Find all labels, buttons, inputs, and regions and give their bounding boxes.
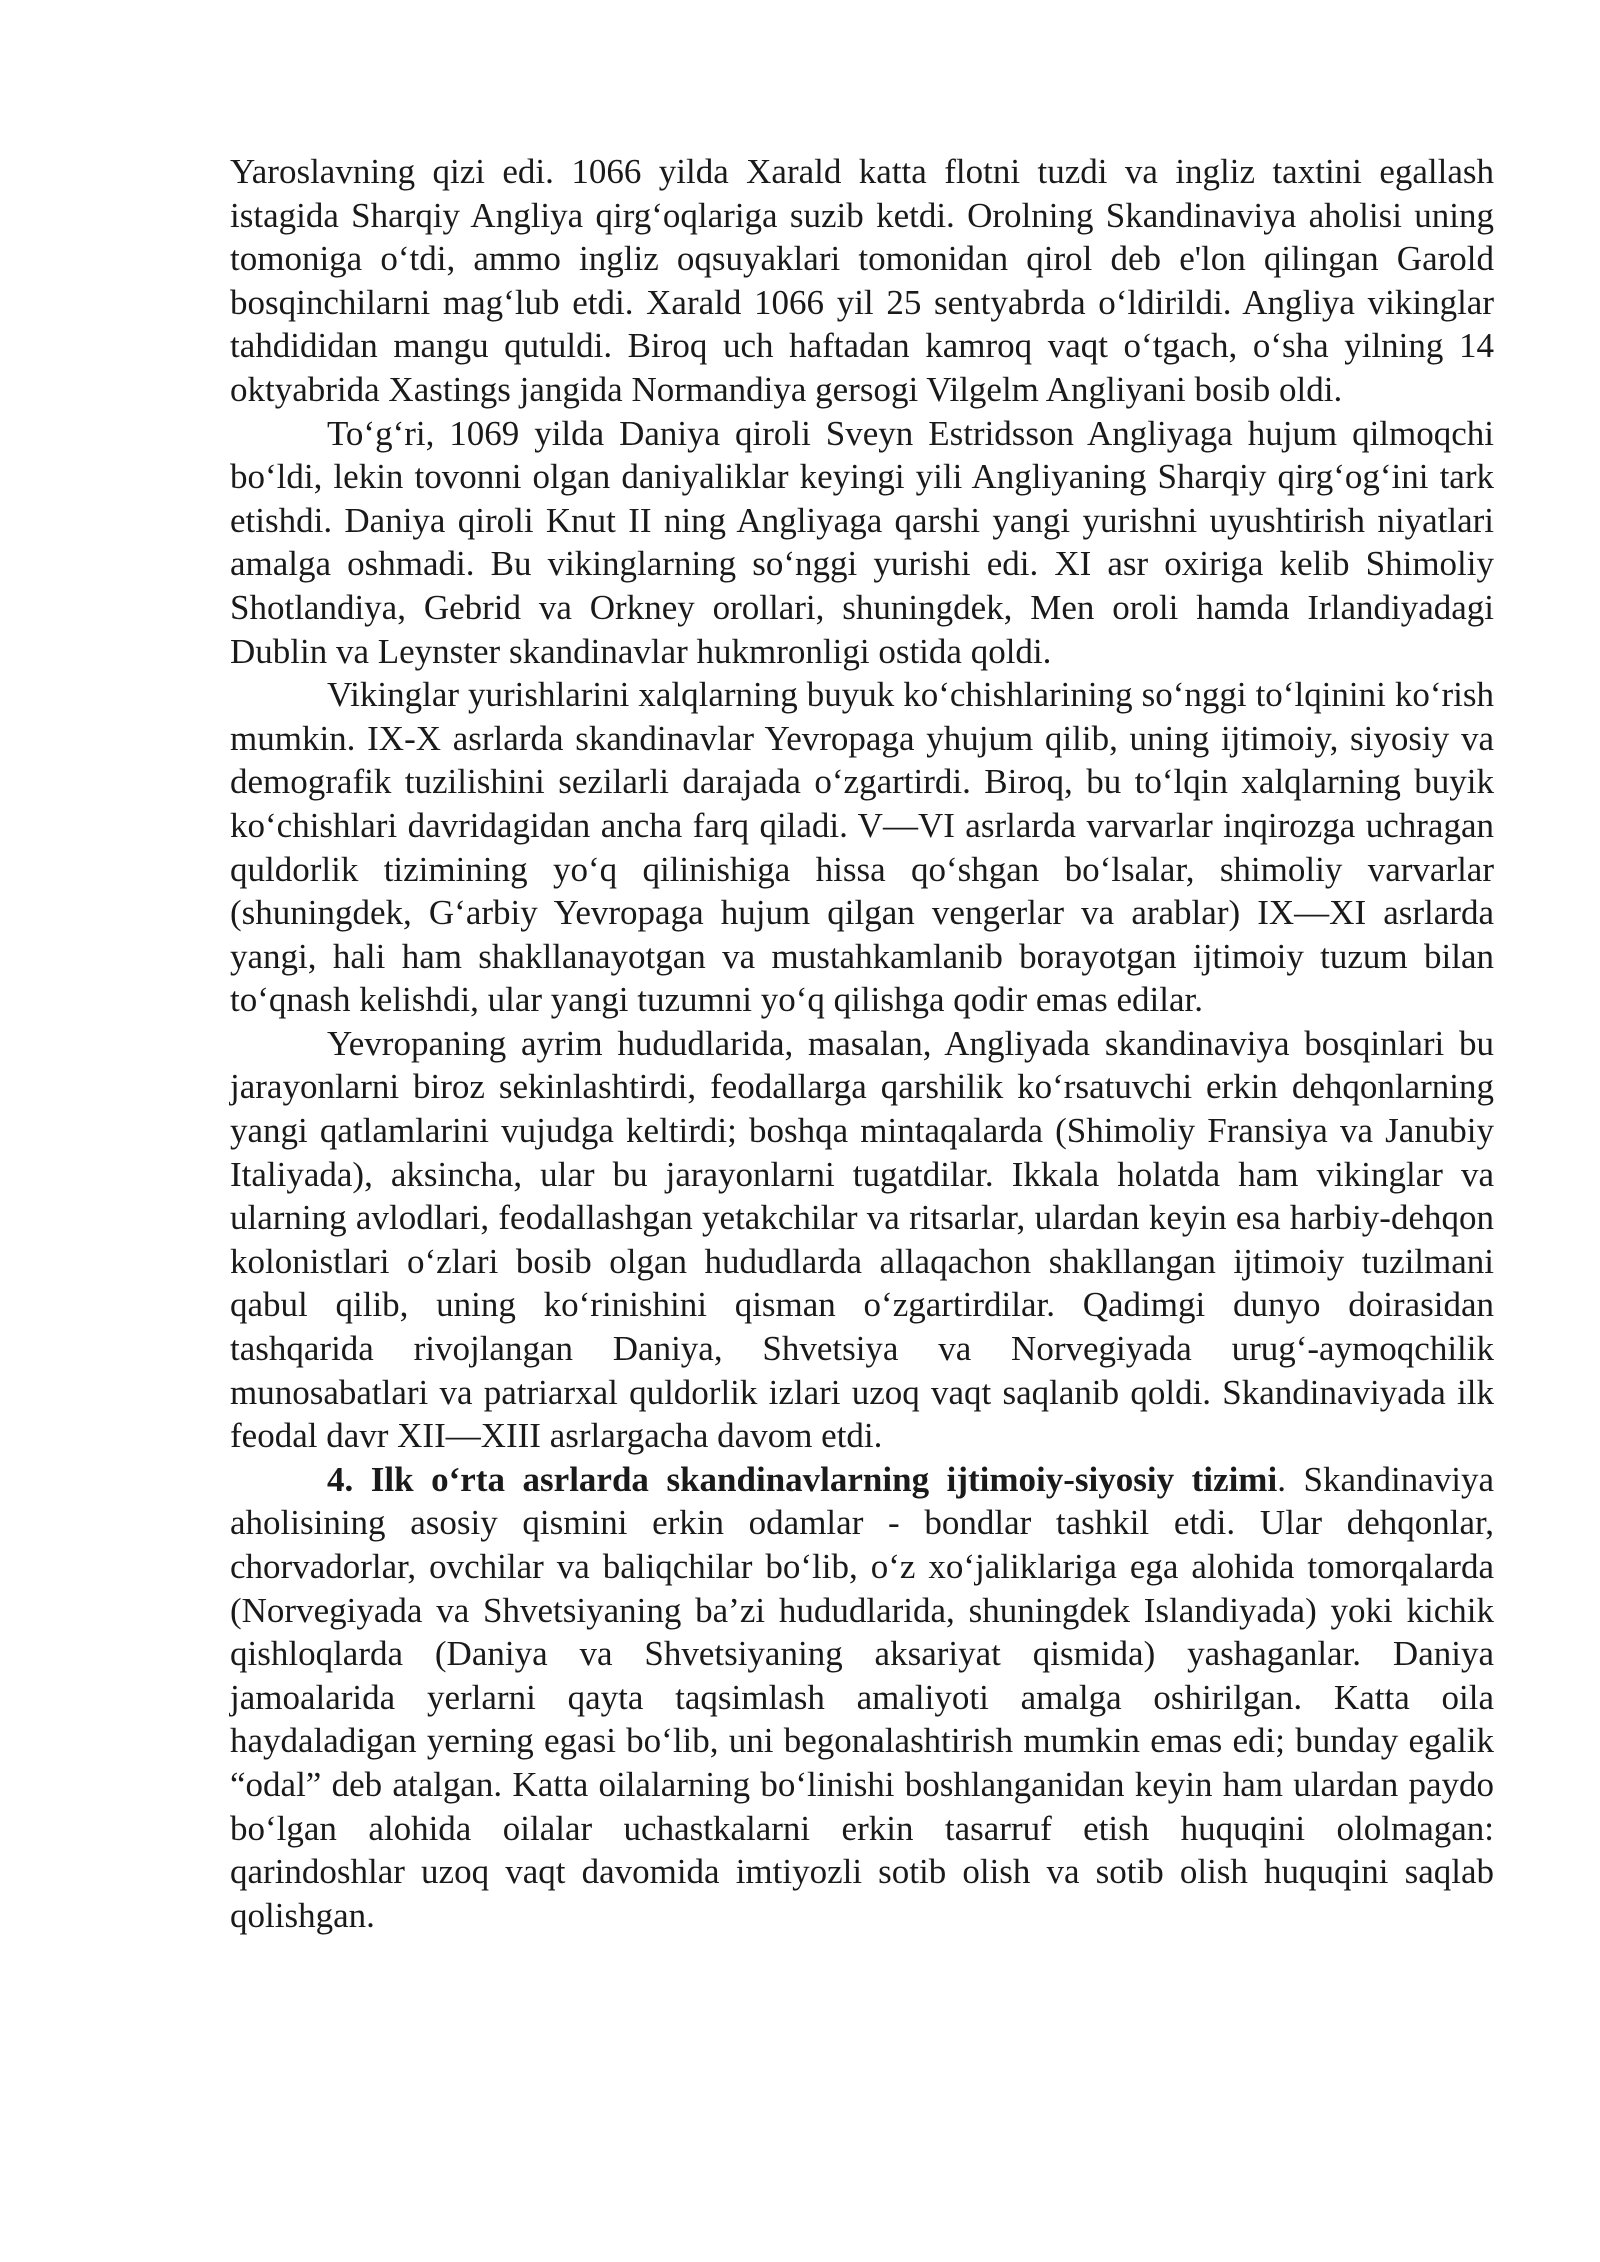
- paragraph-viking-migrations: Vikinglar yurishlarini xalqlarning buyuk ko‘chishlarining so‘nggi to‘lqinini ko‘rish mumkin. IX-X asrlarda skandinavlar Yevropaga yhujum qilib, uning ijtimoiy, siyosiy va demografik tuzilishini sezilarli darajada o‘zgartirdi. Biroq, bu to‘lqin xalqlarning buyik ko‘chishlari davridagidan ancha farq qiladi. V—VI asrlarda varvarlar inqirozga uchragan quldorlik tizimining yo‘q qilinishiga hissa qo‘shgan bo‘lsalar, shimoliy varvarlar (shuningdek, G‘arbiy Yevropaga hujum qilgan vengerlar va arablar) IX—XI asrlarda yangi, hali ham shakllanayotgan va mustahkamlanib borayotgan ijtimoiy tuzum bilan to‘qnash kelishdi, ular yangi tuzumni yo‘q qilishga qodir emas edilar.: [230, 675, 1494, 1020]
- paragraph-1069-invasion: To‘g‘ri, 1069 yilda Daniya qiroli Sveyn Estridsson Angliyaga hujum qilmoqchi bo‘ldi, lekin tovonni olgan daniyaliklar keyingi yili Angliyaning Sharqiy qirg‘og‘ini tark etishdi. Daniya qiroli Knut II ning Angliyaga qarshi yangi yurishni uyushtirish niyatlari amalga oshmadi. Bu vikinglarning so‘nggi yurishi edi. XI asr oxiriga kelib Shimoliy Shotlandiya, Gebrid va Orkney orollari, shuningdek, Men oroli hamda Irlandiyadagi Dublin va Leynster skandinavlar hukmronligi ostida qoldi.: [230, 413, 1494, 671]
- paragraph-continuation: Yaroslavning qizi edi. 1066 yilda Xarald katta flotni tuzdi va ingliz taxtini egallash istagida Sharqiy Angliya qirg‘oqlariga suzib ketdi. Orolning Skandinaviya aholisi uning tomoniga o‘tdi, ammo ingliz oqsuyaklari tomonidan qirol deb e'lon qilingan Garold bosqinchilarni mag‘lub etdi. Xarald 1066 yil 25 sentyabrda o‘ldirildi. Angliya vikinglar tahdididan mangu qutuldi. Biroq uch haftadan kamroq vaqt o‘tgach, o‘sha yilning 14 oktyabrida Xastings jangida Normandiya gersogi Vilgelm Angliyani bosib oldi.: [230, 152, 1494, 409]
- document-page: [230, 150, 1494, 1937]
- section-heading: 4. Ilk o‘rta asrlarda skandinavlarning ijtimoiy-siyosiy tizimi: [327, 1459, 1278, 1499]
- section-body-text: . Skandinaviya aholisining asosiy qismini erkin odamlar - bondlar tashkil etdi. Ular dehqonlar, chorvadorlar, ovchilar va baliqchilar bo‘lib, o‘z xo‘jaliklariga ega alohida tomorqalarda (Norvegiyada va Shvetsiyaning ba’zi hududlarida, shuningdek Islandiyada) yoki kichik qishloqlarda (Daniya va Shvetsiyaning aksariyat qismida) yashaganlar. Daniya jamoalarida yerlarni qayta taqsimlash amaliyoti amalga oshirilgan. Katta oila haydaladigan yerning egasi bo‘lib, uni begonalashtirish mumkin emas edi; bunday egalik “odal” deb atalgan. Katta oilalarning bo‘linishi boshlanganidan keyin ham ulardan paydo bo‘lgan alohida oilalar uchastkalarni erkin tasarruf etish huquqini ololmagan: qarindoshlar uzoq vaqt davomida imtiyozli sotib olish va sotib olish huquqini saqlab qolishgan.: [230, 1459, 1494, 1935]
- paragraph-social-system: [230, 1458, 1494, 1938]
- paragraph-europe-regions: Yevropaning ayrim hududlarida, masalan, Angliyada skandinaviya bosqinlari bu jarayonlarni biroz sekinlashtirdi, feodallarga qarshilik ko‘rsatuvchi erkin dehqonlarning yangi qatlamlarini vujudga keltirdi; boshqa mintaqalarda (Shimoliy Fransiya va Janubiy Italiyada), aksincha, ular bu jarayonlarni tugatdilar. Ikkala holatda ham vikinglar va ularning avlodlari, feodallashgan yetakchilar va ritsarlar, ulardan keyin esa harbiy-dehqon kolonistlari o‘zlari bosib olgan hududlarda allaqachon shakllangan ijtimoiy tuzilmani qabul qilib, uning ko‘rinishini qisman o‘zgartirdilar. Qadimgi dunyo doirasidan tashqarida rivojlangan Daniya, Shvetsiya va Norvegiyada urug‘-aymoqchilik munosabatlari va patriarxal quldorlik izlari uzoq vaqt saqlanib qoldi. Skandinaviyada ilk feodal davr XII—XIII asrlargacha davom etdi.: [230, 1023, 1494, 1456]
